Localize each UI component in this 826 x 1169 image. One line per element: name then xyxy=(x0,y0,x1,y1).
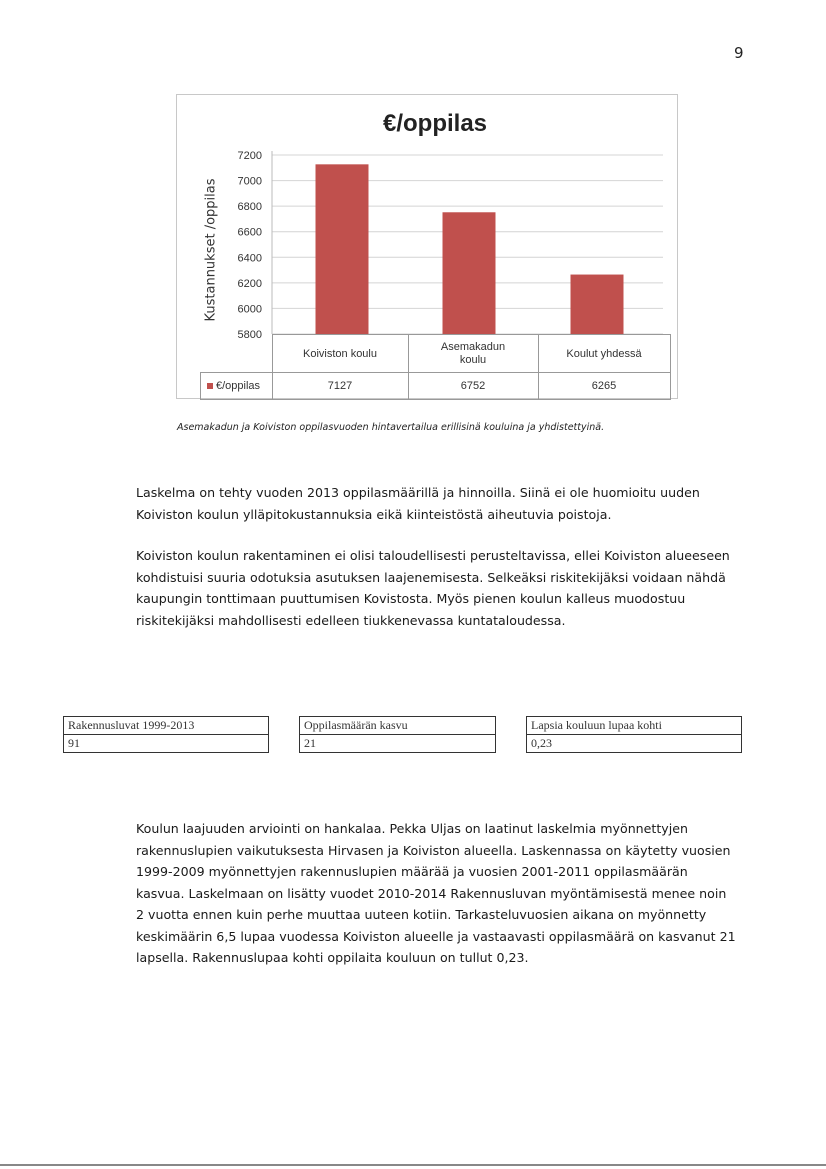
y-axis-label: Kustannukset /oppilas xyxy=(203,178,219,322)
chart-table-value: 7127 xyxy=(272,373,408,400)
table-row xyxy=(64,717,742,735)
bar xyxy=(443,212,496,334)
paragraph: Laskelma on tehty vuoden 2013 oppilasmäärillä ja hinnoilla. Siinä ei ole huomioitu uuden Koiviston koulun ylläpitokustannuksia eikä kiinteistöstä aiheutuvia poistoja. xyxy=(136,485,700,522)
page-number: 9 xyxy=(734,44,744,62)
table-header-cell: Rakennusluvat 1999-2013 xyxy=(64,717,269,735)
y-tick-label: 6600 xyxy=(237,226,262,239)
table-header-cell: Oppilasmäärän kasvu xyxy=(300,717,496,735)
y-tick-label: 5800 xyxy=(237,329,262,341)
table-cell: 21 xyxy=(300,735,496,753)
legend-swatch xyxy=(207,383,213,389)
table-gap xyxy=(269,735,300,753)
page-bottom-rule xyxy=(0,1164,826,1166)
chart-data-table xyxy=(200,334,671,400)
y-tick-label: 6800 xyxy=(237,201,262,214)
y-tick-label: 6400 xyxy=(237,252,262,265)
chart-table-category-line: Asemakadun xyxy=(440,340,506,353)
bar xyxy=(571,275,624,334)
statistics-table xyxy=(63,716,742,753)
y-tick-label: 6000 xyxy=(237,303,262,316)
chart-table-category: Koiviston koulu xyxy=(272,335,408,373)
paragraph: Koiviston koulun rakentaminen ei olisi taloudellisesti perusteltavissa, ellei Koiviston alueeseen kohdistuisi suuria odotuksia asutuksen laajenemisesta. Selkeäksi riskitekijäksi voidaan nähdä kaupungin tonttimaan puuttumisen Kovistosta. Myös pienen koulun kalleus muodostuu riskitekijäksi mahdollisesti edelleen tiukkenevassa kuntataloudessa. xyxy=(136,548,730,628)
table-gap xyxy=(269,717,300,735)
chart-table-value: 6265 xyxy=(538,373,670,400)
table-gap xyxy=(496,735,527,753)
table-row xyxy=(64,735,742,753)
chart-table-corner xyxy=(201,335,273,373)
table-cell: 0,23 xyxy=(527,735,742,753)
y-tick-label: 6200 xyxy=(237,277,262,290)
y-tick-label: 7200 xyxy=(237,150,262,162)
table-cell: 91 xyxy=(64,735,269,753)
chart-legend xyxy=(201,373,273,400)
legend-label: €/oppilas xyxy=(216,380,261,392)
chart-table-value: 6752 xyxy=(408,373,538,400)
chart-title: €/oppilas xyxy=(382,110,488,137)
table-gap xyxy=(496,717,527,735)
chart-table-category: Koulut yhdessä xyxy=(538,335,670,373)
paragraph: Koulun laajuuden arviointi on hankalaa. Pekka Uljas on laatinut laskelmia myönnettyjen rakennuslupien vaikutuksesta Hirvasen ja Koiviston alueella. Laskennassa on käytetty vuosien 1999-2009 myönnettyjen rakennuslupien määrää ja vuosien 2001-2011 oppilasmäärän kasvua. Laskelmaan on lisätty vuodet 2010-2014 Rakennusluvan myöntämisestä menee noin 2 vuotta ennen kuin perhe muuttaa uuteen kotiin. Tarkasteluvuosien aikana on myönnetty keskimäärin 6,5 lupaa vuodessa Koiviston alueelle ja vastaavasti oppilasmäärä on kasvanut 21 lapsella. Rakennuslupaa kohti oppilaita kouluun on tullut 0,23. xyxy=(136,821,736,965)
chart-caption: Asemakadun ja Koiviston oppilasvuoden hintavertailua erillisinä kouluina ja yhdistettyinä. xyxy=(177,422,605,433)
table-header-cell: Lapsia kouluun lupaa kohti xyxy=(527,717,742,735)
chart-table-category-line: koulu xyxy=(459,353,487,366)
y-tick-label: 7000 xyxy=(237,175,262,188)
chart-table-category xyxy=(408,335,538,373)
bar xyxy=(316,164,369,334)
